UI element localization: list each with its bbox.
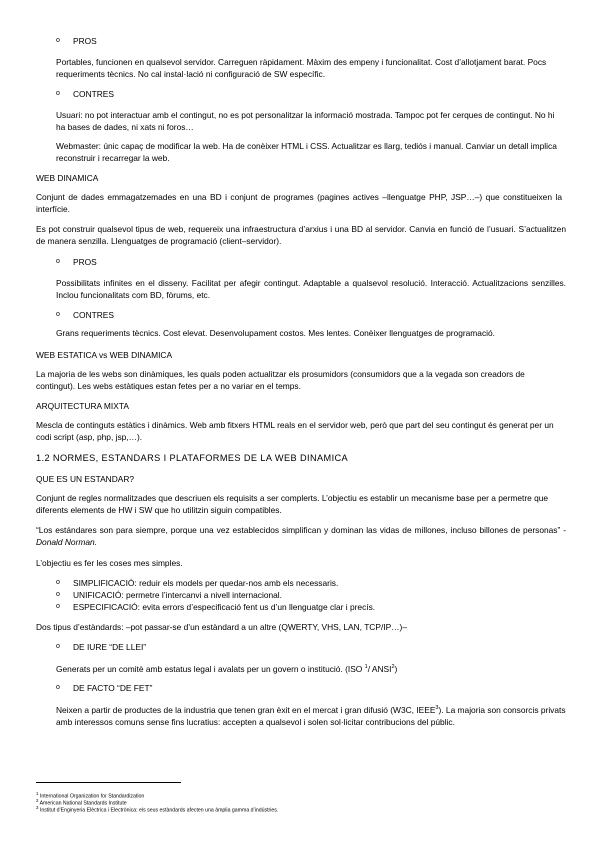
quote-text: “Los estándares son para siempre, porque una vez establecidos simplifican y dominan las vidas de millones, incluso billones de personas” - (36, 525, 566, 535)
contres-webmaster-text: Webmaster: únic capaç de modificar la web. Ha de conèixer HTML i CSS. Actualitzar es llarg, tediós i manual. Canviar un detall implica reconstruir i recarregar la web. (56, 141, 557, 163)
bullet-marker: o (56, 37, 60, 44)
bullet-marker: o (56, 90, 60, 97)
bullet-unificacio: UNIFICACIÓ: permetre l’intercanvi a nivell internacional. (73, 590, 282, 600)
de-facto-heading: DE FACTO “DE FET” (73, 683, 153, 693)
web-dinamica-paragraph-1: Conjunt de dades emmagatzemades en una BD i conjunt de programes (pagines actives –llenguatge PHP, JSP…–) que constitueixen la interfície. (36, 192, 562, 214)
norman-quote (36, 524, 566, 548)
de-iure-sentence: Generats per un comitè amb estatus legal i avalats per un govern o institució. (ISO (56, 663, 363, 674)
contres-user-text: Usuari: no pot interactuar amb el contingut, no es pot personalitzar la informació mostrada. Tampoc pot fer cerques de contingut. No hi ha bases de dades, ni xats ni foros… (56, 110, 555, 132)
bullet-marker: o (56, 643, 60, 650)
footnote-ref: 3 (435, 705, 439, 711)
de-facto-sentence-b: ). La majoria son consorcis privats amb interessos comuns sense fins lucratius: accepten a qualsevol i solen sol·licitar contribucions del públic. (56, 704, 566, 727)
pros-heading: PROS (73, 257, 97, 267)
estandar-definition: Conjunt de regles normalitzades que descriuen els requisits a ser complerts. L’objectiu es establir un mecanisme base per a permetre que diferents elements de HW i SW que ho utilitzin siguin compatibles. (36, 493, 549, 515)
de-facto-text (56, 702, 566, 728)
footnote-ref: 2 (391, 664, 395, 670)
pros-heading: PROS (73, 36, 97, 46)
bullet-marker: o (56, 684, 60, 691)
footnote-separator (36, 782, 181, 783)
arquitectura-text: Mescla de continguts estàtics i dinàmics. Web amb fitxers HTML reals en el servidor web, però que part del seu contingut és generat per un codi script (asp, php, jsp,…). (36, 420, 554, 442)
estatica-vs-dinamica-text: La majoria de les webs son dinàmiques, les quals poden actualitzar els prosumidors (consumidors que a la vegada son creadors de contingut). Les webs estàtiques estan fetes per a no variar en el temps. (36, 369, 525, 391)
bullet-marker: o (56, 603, 60, 610)
estandar-heading: QUE ES UN ESTANDAR? (36, 474, 135, 484)
web-dinamica-paragraph-2: Es pot construir qualsevol tipus de web, requereix una infraestructura d’arxius i una BD al servidor. Canvia en funció de l’usuari. S’actualitzen de manera senzilla. Llenguatges de programació (client–servidor). (36, 224, 566, 246)
bullet-marker: o (56, 258, 60, 265)
section-title: 1.2 NORMES, ESTANDARS I PLATAFORMES DE LA WEB DINAMICA (36, 453, 349, 463)
de-iure-close: ) (394, 663, 398, 674)
footnote-text: Institut d’Enginyeria Elèctrica i Electrònica: els seus estàndards afecten una àmplia gamma d’indústries. (39, 807, 279, 814)
bullet-marker: o (56, 311, 60, 318)
quote-author: Donald Norman. (36, 537, 97, 547)
footnote-3: $^3$ Institut d’Enginyeria Elèctrica i Electrònica: els seus estàndards afecten una àmplia gamma d’indústries. (36, 805, 279, 814)
bullet-marker: o (56, 579, 60, 586)
estandard-types: Dos tipus d’estàndards: –pot passar-se d’un estàndard a un altre (QWERTY, VHS, LAN, TCP/IP…)– (36, 622, 408, 632)
contres-heading: CONTRES (73, 89, 114, 99)
estatica-vs-dinamica-heading: WEB ESTATICA vs WEB DINAMICA (36, 350, 173, 360)
de-iure-text (56, 661, 397, 675)
bullet-especificacio: ESPECIFICACIÓ: evita errors d’especificació fent us d’un llenguatge clar i precís. (73, 602, 376, 612)
footnote-text: International Organization for Standardization (39, 793, 145, 800)
web-dinamica-heading: WEB DINAMICA (36, 173, 99, 183)
bullet-simplificacio: SIMPLIFICACIÓ: reduir els models per quedar-nos amb els necessaris. (73, 578, 339, 588)
bullet-marker: o (56, 591, 60, 598)
footnote-text: American National Standards Institute (39, 800, 127, 807)
pros-text: Portables, funcionen en qualsevol servidor. Carreguen ràpidament. Màxim des empeny i funcionalitat. Cost d’allotjament barat. Pocs requeriments tècnics. No cal instal·lació ni configuració de SW específic. (56, 57, 547, 79)
de-facto-sentence-a: Neixen a partir de productes de la industria que tenen gran èxit en el mercat i gran difusió (W3C, IEEE (56, 704, 436, 715)
contres-text: Grans requeriments tècnics. Cost elevat. Desenvolupament costos. Mes lentes. Conèixer llenguatges de programació. (56, 328, 495, 338)
de-iure-ansi: / ANSI (367, 663, 392, 674)
footnote-1: $^1$ International Organization for Standardization (36, 791, 145, 800)
footnote-2: $^2$ American National Standards Institute (36, 798, 127, 807)
contres-heading: CONTRES (73, 310, 114, 320)
pros-text: Possibilitats infinites en el disseny. Facilitat per afegir contingut. Adaptable a qualsevol resolució. Interacció. Actualitzacions senzilles. Inclou funcionalitats com BD, fòrums, etc. (56, 278, 566, 300)
arquitectura-heading: ARQUITECTURA MIXTA (36, 401, 129, 411)
de-iure-heading: DE IURE “DE LLEI” (73, 642, 147, 652)
estandar-objective: L’objectiu es fer les coses mes simples. (36, 558, 183, 568)
footnote-ref: 1 (364, 664, 368, 670)
